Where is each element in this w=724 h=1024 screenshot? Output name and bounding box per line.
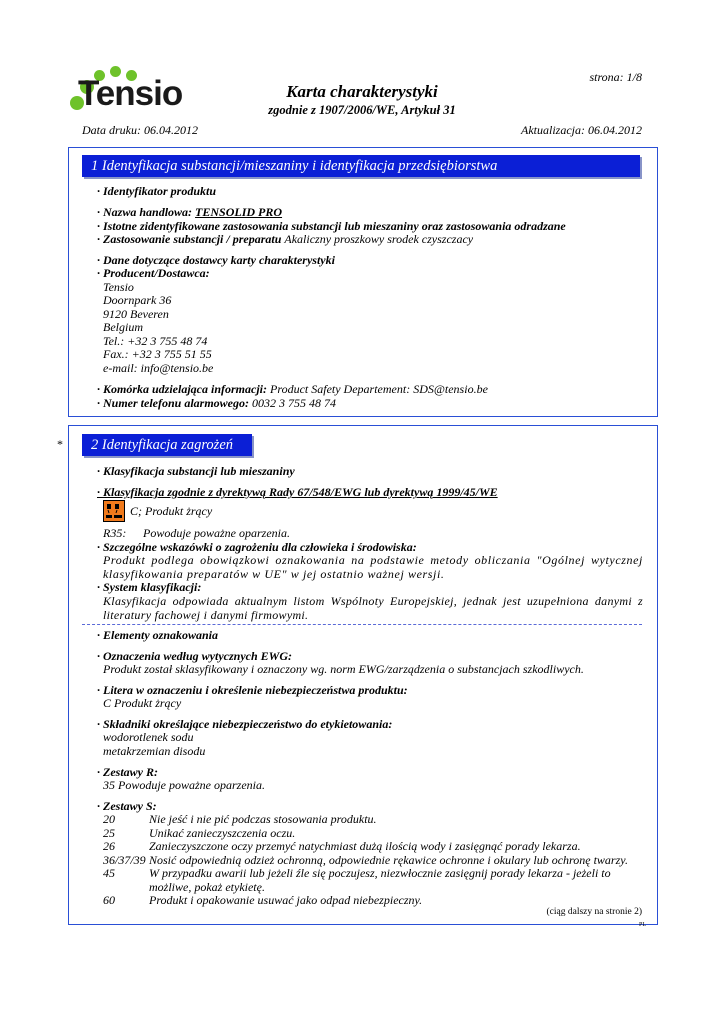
logo-text: Tensio [78,74,183,113]
ewg-text: Produkt został sklasyfikowany i oznaczony wg. norm EWG/zarządzenia o substancjach szkodliwych. [103,662,584,676]
section-1-heading: 1 Identyfikacja substancji/mieszaniny i identyfikacja przedsiębiorstwa [82,155,640,177]
component-item: metakrzemian disodu [103,744,206,758]
address-line: Tensio [103,280,134,294]
trade-name-row: · Nazwa handlowa: TENSOLID PRO [97,205,283,219]
r-phrase-35: 35 Powoduje poważne oparzenia. [103,778,265,792]
label-elements: · Elementy oznakowania [97,628,219,642]
identified-uses: · Istotne zidentyfikowane zastosowania substancji lub mieszaniny oraz zastosowania odradzane [97,219,566,233]
print-date: Data druku: 06.04.2012 [82,123,198,137]
system-text: Klasyfikacja odpowiada aktualnym listom Wspólnoty Europejskiej, jednak jest uzupełniona danymi z literatury fachowej i danymi firmowymi. [103,594,643,622]
document-title: Karta charakterystyki [286,82,438,101]
info-value: Product Safety Departement: SDS@tensio.be [270,382,488,396]
s-phrase-row: 60 Produkt i opakowanie usuwać jako odpad niebezpieczny. [103,893,423,907]
corrosive-hazard-icon [103,500,125,522]
r35-text: Powoduje poważne oparzenia. [143,526,290,540]
s-phrases-label: · Zestawy S: [97,799,157,813]
product-identifier: · Identyfikator produktu [97,184,217,198]
components-label: · Składniki określające niebezpieczeństwo do etykietowania: [97,717,393,731]
supplier-details: · Dane dotyczące dostawcy karty charakterystyki [97,253,335,267]
s-phrase-row: 25 Unikać zanieczyszczenia oczu. [103,826,296,840]
letter-label: · Litera w oznaczeniu i określenie niebezpieczeństwa produktu: [97,683,408,697]
special-label: · Szczególne wskazówki o zagrożeniu dla człowieka i środowiska: [97,540,417,554]
classification: · Klasyfikacja substancji lub mieszaniny [97,464,295,478]
trade-name: TENSOLID PRO [195,205,283,219]
info-row: · Komórka udzielająca informacji: Product Safety Departement: SDS@tensio.be [97,382,488,396]
classification-directive: · Klasyfikacja zgodnie z dyrektywą Rady 67/548/EWG lub dyrektywą 1999/45/WE [97,485,498,499]
divider [82,624,642,625]
language-code: PL [638,922,646,928]
emergency-value: 0032 3 755 48 74 [252,396,336,410]
component-item: wodorotlenek sodu [103,730,194,744]
section-2-heading: 2 Identyfikacja zagrożeń [82,434,252,456]
address-line: Doornpark 36 [103,293,172,307]
producer-label: · Producent/Dostawca: [97,266,210,280]
r-phrases-label: · Zestawy R: [97,765,158,779]
revision-marker: * [57,437,63,451]
system-label: · System klasyfikacji: [97,580,202,594]
s-phrase-row: 26 Zanieczyszczone oczy przemyć natychmiast dużą ilością wody i zasięgnąć porady lekarza. [103,839,581,853]
fax: Fax.: +32 3 755 51 55 [103,347,212,361]
special-text: Produkt podlega obowiązkowi oznakowania na podstawie metody obliczania "Ogólnej wytycznej klasyfikowania preparatów w UE" w jej ostatnio ważnej wersji. [103,553,643,581]
address-line: Belgium [103,320,143,334]
emergency-row: · Numer telefonu alarmowego: 0032 3 755 48 74 [97,396,336,410]
hazard-symbol-text: C; Produkt żrący [130,504,213,518]
s-phrase-row: 36/37/39 Nosić odpowiednią odzież ochronną, odpowiednie rękawice ochronne i okulary lub ochronę twarzy. [103,853,628,867]
phone: Tel.: +32 3 755 48 74 [103,334,208,348]
ewg-label: · Oznaczenia według wytycznych EWG: [97,649,292,663]
r35-row: R35: Powoduje poważne oparzenia. [103,526,290,540]
continued-note: (ciąg dalszy na stronie 2) [546,907,642,917]
page-number: strona: 1/8 [589,70,642,84]
document-subtitle: zgodnie z 1907/2006/WE, Artykuł 31 [268,103,456,117]
letter-text: C Produkt żrący [103,696,182,710]
s-phrase-row: 20 Nie jeść i nie pić podczas stosowania produktu. [103,812,377,826]
application-row: · Zastosowanie substancji / preparatu Akaliczny proszkowy srodek czyszczacy [97,232,474,246]
email: e-mail: info@tensio.be [103,361,214,375]
s-phrase-row: możliwe, pokaż etykietę. [149,880,265,894]
update-date: Aktualizacja: 06.04.2012 [521,123,642,137]
application-value: Akaliczny proszkowy srodek czyszczacy [284,232,474,246]
address-line: 9120 Beveren [103,307,169,321]
s-phrase-row: 45 W przypadku awarii lub jeżeli źle się poczujesz, niezwłocznie zasięgnij porady lekarza - jeżeli to [103,866,611,880]
